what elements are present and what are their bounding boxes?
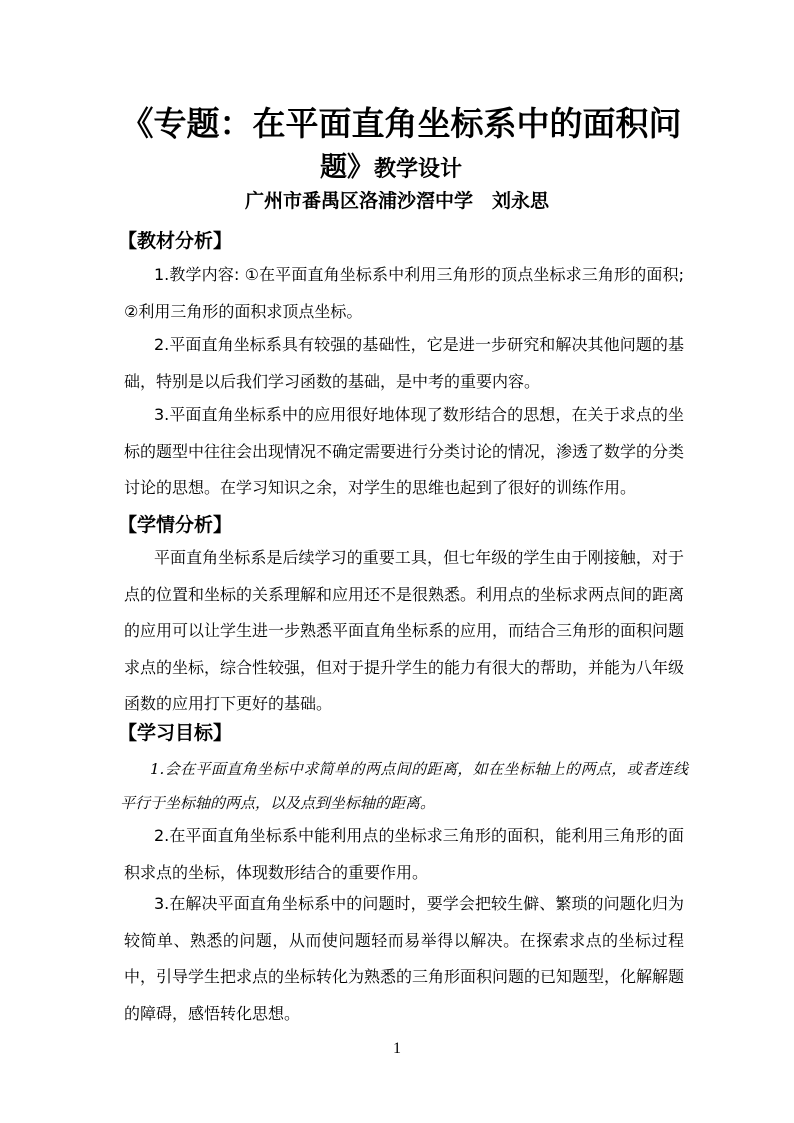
learners-paragraph-1: 平面直角坐标系是后续学习的重要工具，但七年级的学生由于刚接触，对于点的位置和坐标的关系理解和应用还不是很熟悉。利用点的坐标求两点间的距离的应用可以让学生进一步熟悉平面直角坐标系的应用，而结合三角形的面积问题求点的坐标，综合性较强，但对于提升学生的能力有很大的帮助，并能为八年级函数的应用打下更好的基础。 — [124, 548, 685, 713]
materials-paragraph-2: 2.平面直角坐标系具有较强的基础性，它是进一步研究和解决其他问题的基础，特别是以后我们学习函数的基础，是中考的重要内容。 — [124, 335, 684, 391]
doc-title-line2-main: 题》 — [320, 152, 374, 183]
objectives-paragraph-1: 1.会在平面直角坐标中求简单的两点间的距离，如在坐标轴上的两点，或者连线平行于坐标轴的两点，以及点到坐标轴的距离。 — [120, 760, 688, 812]
section-heading-objectives: 【学习目标】 — [118, 722, 233, 744]
page-number: 1 — [393, 1040, 401, 1057]
doc-title-line2 — [320, 145, 462, 184]
objectives-paragraph-3: 3.在解决平面直角坐标系中的问题时，要学会把较生僻、繁琐的问题化归为较简单、熟悉的问题，从而使问题轻而易举得以解决。在探索求点的坐标过程中，引导学生把求点的坐标转化为熟悉的三角形面积问题的已知题型，化解解题的障碍，感悟转化思想。 — [124, 894, 685, 1023]
doc-author: 广州市番禺区洛浦沙滘中学 刘永思 — [244, 190, 549, 212]
objectives-paragraph-2: 2.在平面直角坐标系中能利用点的坐标求三角形的面积，能利用三角形的面积求点的坐标，体现数形结合的重要作用。 — [124, 826, 684, 882]
materials-paragraph-1: 1.教学内容: ①在平面直角坐标系中利用三角形的顶点坐标求三角形的面积; ②利用三角形的面积求顶点坐标。 — [124, 265, 684, 321]
doc-title-line2-sub: 教学设计 — [374, 157, 463, 182]
materials-paragraph-3: 3.平面直角坐标系中的应用很好地体现了数形结合的思想，在关于求点的坐标的题型中往往会出现情况不确定需要进行分类讨论的情况，渗透了数学的分类讨论的思想。在学习知识之余，对学生的思维也起到了很好的训练作用。 — [124, 405, 685, 497]
section-heading-materials: 【教材分析】 — [118, 230, 233, 252]
doc-title-line1: 《专题：在平面直角坐标系中的面积问 — [120, 104, 682, 143]
section-heading-learners: 【学情分析】 — [118, 514, 233, 536]
